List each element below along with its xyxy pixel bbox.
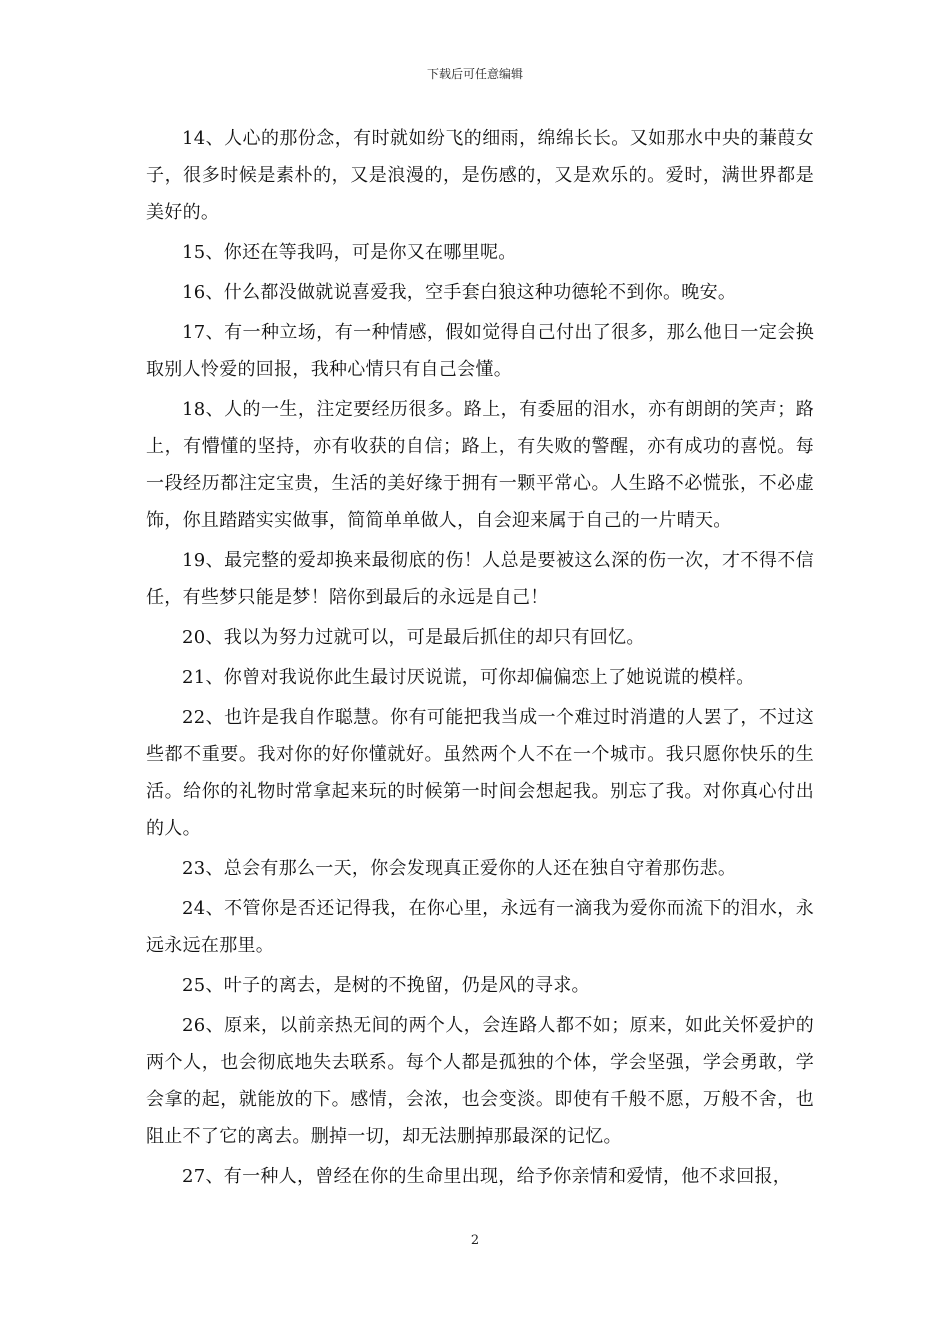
paragraph-26: 26、原来，以前亲热无间的两个人，会连路人都不如；原来，如此关怀爱护的两个人，也会彻底地失去联系。每个人都是孤独的个体，学会坚强，学会勇敢，学会拿的起，就能放的下。感情，会浓，也会变淡。即使有千般不愿，万般不舍，也阻止不了它的离去。删掉一切，却无法删掉那最深的记忆。 <box>146 1015 814 1147</box>
paragraph-16: 16、什么都没做就说喜爱我，空手套白狼这种功德轮不到你。晚安。 <box>182 282 737 303</box>
paragraph-27: 27、有一种人，曾经在你的生命里出现，给予你亲情和爱情，他不求回报， <box>182 1166 792 1187</box>
paragraph-20: 20、我以为努力过就可以，可是最后抓住的却只有回忆。 <box>182 627 645 648</box>
paragraph-21: 21、你曾对我说你此生最讨厌说谎，可你却偏偏恋上了她说谎的模样。 <box>182 667 755 688</box>
paragraph-19: 19、最完整的爱却换来最彻底的伤！人总是要被这么深的伤一次，才不得不信任，有些梦只能是梦！陪你到最后的永远是自己！ <box>146 550 814 608</box>
page-header: 下载后可任意编辑 <box>426 67 523 81</box>
paragraph-17: 17、有一种立场，有一种情感，假如觉得自己付出了很多，那么他日一定会换取别人怜爱的回报，我种心情只有自己会懂。 <box>146 322 814 380</box>
document-body <box>146 120 814 1198</box>
paragraph-24: 24、不管你是否还记得我，在你心里，永远有一滴我为爱你而流下的泪水，永远永远在那里。 <box>146 898 814 956</box>
paragraph-25: 25、叶子的离去，是树的不挽留，仍是风的寻求。 <box>182 975 590 996</box>
paragraph-15: 15、你还在等我吗，可是你又在哪里呢。 <box>182 242 517 263</box>
paragraph-18: 18、人的一生，注定要经历很多。路上，有委屈的泪水，亦有朗朗的笑声；路上，有懵懂的坚持，亦有收获的自信；路上，有失败的警醒，亦有成功的喜悦。每一段经历都注定宝贵，生活的美好缘于拥有一颗平常心。人生路不必慌张，不必虚饰，你且踏踏实实做事，简简单单做人，自会迎来属于自己的一片晴天。 <box>146 399 814 531</box>
paragraph-14: 14、人心的那份念，有时就如纷飞的细雨，绵绵长长。又如那水中央的蒹葭女子，很多时候是素朴的，又是浪漫的，是伤感的，又是欢乐的。爱时，满世界都是美好的。 <box>146 128 814 223</box>
page-number: 2 <box>470 1233 480 1248</box>
paragraph-22: 22、也许是我自作聪慧。你有可能把我当成一个难过时消遣的人罢了，不过这些都不重要。我对你的好你懂就好。虽然两个人不在一个城市。我只愿你快乐的生活。给你的礼物时常拿起来玩的时候第一时间会想起我。别忘了我。对你真心付出的人。 <box>146 707 814 839</box>
paragraph-23: 23、总会有那么一天，你会发现真正爱你的人还在独自守着那伤悲。 <box>182 858 737 879</box>
